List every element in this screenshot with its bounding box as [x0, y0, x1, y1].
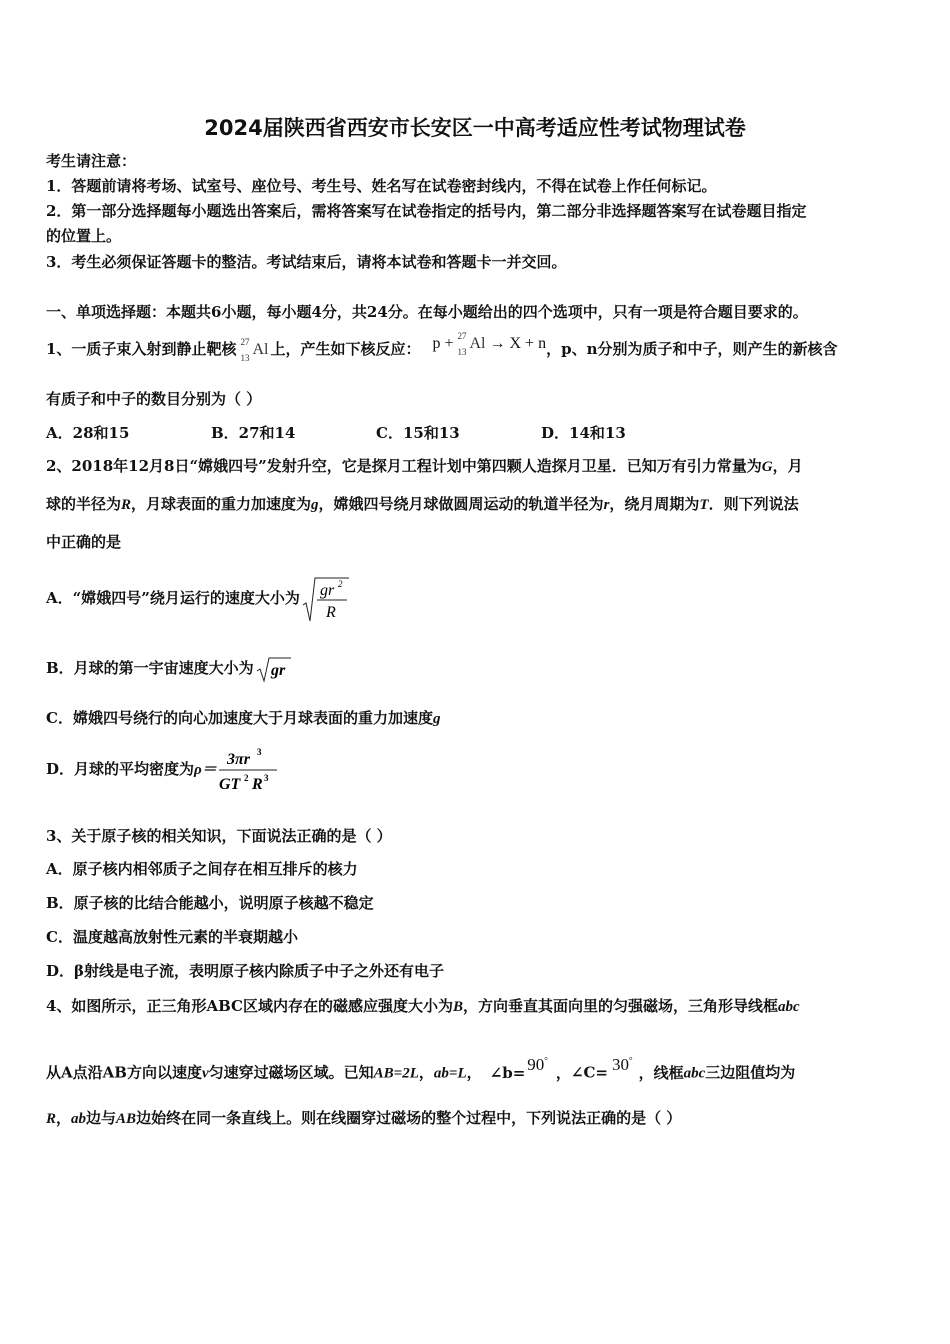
q1-option-c: C．15和13 — [376, 424, 460, 442]
q4-line2 — [46, 1054, 796, 1085]
q2-line1 — [46, 455, 803, 478]
q1-option-b: B．27和14 — [211, 424, 296, 442]
q4-line3 — [46, 1107, 681, 1130]
q4-var-abc: abc — [778, 999, 800, 1015]
optB-expression: gr — [270, 662, 285, 679]
optD-numerator: 3πr — [226, 751, 250, 768]
q4-comma2: ， — [466, 1063, 482, 1082]
nuclide-mass: 27 — [240, 337, 250, 347]
q1-option-d: D．14和13 — [541, 424, 626, 442]
q4-line1 — [46, 995, 800, 1018]
optD-num-exp: 3 — [256, 747, 262, 757]
q3-stem: 3、关于原子核的相关知识，下面说法正确的是（ ） — [46, 827, 392, 845]
section-heading: 一、单项选择题：本题共6小题，每小题4分，共24分。在每小题给出的四个选项中，只有一项是符合题目要求的。 — [46, 303, 808, 321]
q4-line1-b: ，方向垂直其面向里的匀强磁场，三角形导线框 — [463, 997, 779, 1015]
q2-option-a-text: A．“嫦娥四号”绕月运行的速度大小为 — [46, 589, 300, 607]
q2-line2-d: ，绕月周期为 — [609, 495, 700, 513]
q2-line1-end: ，月 — [772, 457, 803, 475]
reaction-nuclide-atomic: 13 — [457, 347, 467, 357]
q4-AB-2L: AB=2L — [373, 1065, 419, 1082]
q2-line2-e: ．则下列说法 — [708, 495, 799, 513]
q2-option-d — [46, 744, 281, 795]
q1-nuclide — [240, 339, 270, 361]
q2-option-b-text: B．月球的第一宇宙速度大小为 — [46, 659, 254, 677]
q1-stem-c: ，p、n分别为质子和中子，则产生的新核含 — [546, 340, 838, 358]
q4-deg-mark-2: ° — [628, 1055, 633, 1065]
q3-option-b: B．原子核的比结合能越小，说明原子核越不稳定 — [46, 894, 374, 912]
reaction-nuclide — [458, 333, 490, 355]
q4-angle-b: ∠b= — [489, 1063, 526, 1082]
q1-option-a: A．28和15 — [46, 424, 130, 442]
q3-option-a: A．原子核内相邻质子之间存在相互排斥的核力 — [46, 860, 358, 878]
q4-deg-mark-1: ° — [544, 1055, 548, 1065]
q4-var-R: R — [46, 1111, 57, 1127]
sqrt-fraction — [302, 575, 350, 623]
optD-den-exp2: 3 — [263, 773, 269, 783]
q2-option-d-text: D．月球的平均密度为 — [46, 760, 195, 778]
q4-angle-b-value — [527, 1055, 548, 1074]
q4-line2-c: ，线框 — [638, 1063, 684, 1082]
q2-var-g: g — [311, 497, 319, 513]
q4-var-v: v — [201, 1065, 209, 1082]
notice-item-2-cont: 的位置上。 — [46, 227, 122, 245]
sqrt-sign-icon — [302, 575, 350, 623]
q4-line3-a: ， — [56, 1109, 72, 1127]
nuclide-atomic: 13 — [240, 353, 250, 363]
q2-var-T: T — [699, 497, 709, 513]
q1-reaction — [432, 331, 547, 357]
q2-var-r: r — [603, 497, 610, 513]
q2-line3: 中正确的是 — [46, 533, 122, 551]
reaction-nuclide-symbol: Al — [469, 335, 486, 352]
q2-option-c-var: g — [432, 711, 441, 727]
q2-option-c-text: C．嫦娥四号绕行的向心加速度大于月球表面的重力加速度 — [46, 709, 433, 727]
notice-heading: 考生请注意： — [46, 152, 137, 170]
q4-var-abc-2: abc — [683, 1065, 706, 1082]
q4-var-AB: AB — [116, 1111, 137, 1127]
q2-line2-a: 球的半径为 — [46, 495, 122, 513]
q1-stem-cont: 有质子和中子的数目分别为（ ） — [46, 390, 262, 408]
q1-stem-b: 上，产生如下核反应： — [270, 340, 421, 358]
q2-var-R: R — [121, 497, 132, 513]
q4-var-ab: ab — [71, 1111, 87, 1127]
q4-angle-C-value — [612, 1055, 633, 1074]
page-title: 2024届陕西省西安市长安区一中高考适应性考试物理试卷 — [204, 116, 746, 140]
optA-denominator: R — [325, 604, 336, 621]
optD-den-exp1: 2 — [243, 773, 249, 783]
q1-stem — [46, 331, 838, 363]
q4-line2-d: 三边阻值均为 — [705, 1063, 796, 1082]
q2-option-c — [46, 707, 440, 730]
optA-numerator: gr — [319, 582, 335, 599]
q4-line3-c: 边始终在同一条直线上。则在线圈穿过磁场的整个过程中，下列说法正确的是（ ） — [136, 1109, 682, 1127]
q2-line1-text: 2、2018年12月8日“嫦娥四号”发射升空，它是探月工程计划中第四颗人造探月卫星．已知万有引力常量为 — [46, 457, 762, 475]
nuclide-symbol: Al — [252, 341, 269, 358]
q4-angle-C: ∠C= — [570, 1063, 608, 1082]
reaction-nuclide-mass: 27 — [457, 331, 467, 341]
optD-den-a: GT — [218, 776, 241, 793]
q2-line2 — [46, 493, 799, 516]
q4-comma3: ， — [555, 1063, 571, 1082]
reaction-right: → X + n — [489, 335, 547, 352]
q2-option-b — [46, 648, 292, 688]
q4-line3-b: 边与 — [86, 1109, 117, 1127]
reaction-left: p + — [432, 335, 454, 352]
q4-ab-L: ab=L — [433, 1065, 467, 1082]
q1-options — [46, 422, 706, 444]
q2-rho: ρ＝ — [194, 762, 217, 778]
notice-item-2: 2．第一部分选择题每小题选出答案后，需将答案写在试卷指定的括号内，第二部分非选择题答案写在试卷题目指定 — [46, 202, 807, 220]
q3-option-d: D．β射线是电子流，表明原子核内除质子中子之外还有电子 — [46, 962, 444, 980]
q4-line2-b: 匀速穿过磁场区域。已知 — [208, 1063, 374, 1082]
notice-item-1: 1．答题前请将考场、试室号、座位号、考生号、姓名写在试卷密封线内，不得在试卷上作任何标记。 — [46, 177, 717, 195]
q2-line2-c: ，嫦娥四号绕月球做圆周运动的轨道半径为 — [318, 495, 604, 513]
q4-deg-90: 90 — [527, 1054, 545, 1074]
q2-option-a — [46, 575, 350, 623]
q4-var-B: B — [452, 999, 463, 1015]
optD-den-b: R — [251, 776, 263, 793]
q2-line2-b: ，月球表面的重力加速度为 — [131, 495, 312, 513]
notice-item-3: 3．考生必须保证答题卡的整洁。考试结束后，请将本试卷和答题卡一并交回。 — [46, 253, 567, 271]
q2-var-G: G — [761, 459, 773, 475]
q4-comma1: ， — [418, 1063, 434, 1082]
q4-line2-a: 从A点沿AB方向以速度 — [46, 1063, 202, 1082]
q1-stem-a: 1、一质子束入射到静止靶核 — [46, 340, 237, 358]
q3-option-c: C．温度越高放射性元素的半衰期越小 — [46, 928, 298, 946]
optA-exponent: 2 — [337, 579, 343, 589]
q4-deg-30: 30 — [611, 1054, 629, 1074]
sqrt-sign-icon — [256, 655, 292, 683]
density-fraction — [217, 745, 281, 795]
q4-line1-a: 4、如图所示，正三角形ABC区域内存在的磁感应强度大小为 — [46, 997, 453, 1015]
